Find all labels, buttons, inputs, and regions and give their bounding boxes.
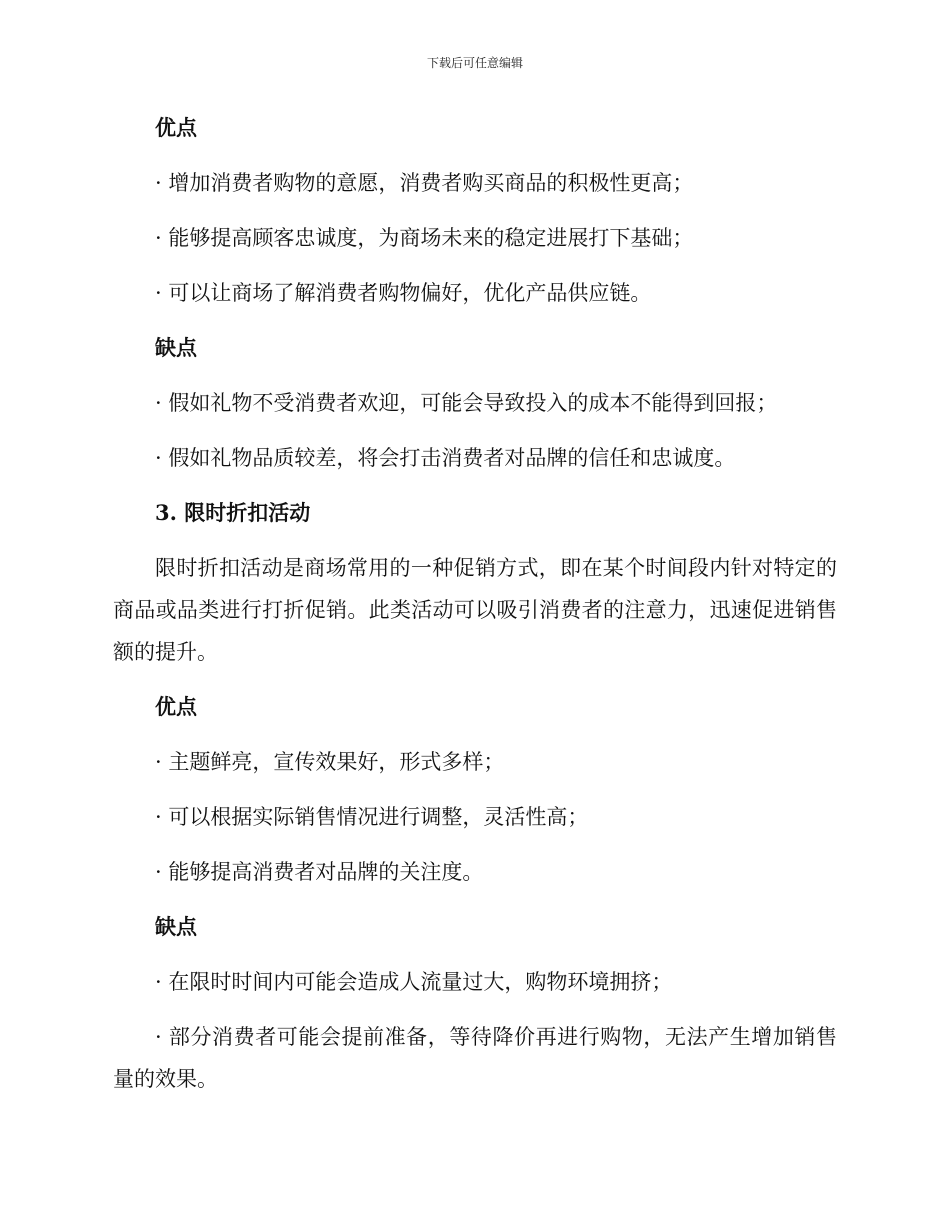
pros-item: · 增加消费者购物的意愿，消费者购买商品的积极性更高； — [155, 171, 694, 195]
cons-item: · 假如礼物品质较差，将会打击消费者对品牌的信任和忠诚度。 — [155, 446, 736, 470]
cons-heading: 缺点 — [155, 335, 197, 360]
page-header-note: 下载后可任意编辑 — [426, 56, 523, 70]
cons-item-wrapped: · 部分消费者可能会提前准备，等待降价再进行购物，无法产生增加销售量的效果。 — [113, 1025, 837, 1091]
section-paragraph: 限时折扣活动是商场常用的一种促销方式，即在某个时间段内针对特定的商品或品类进行打折促销。此类活动可以吸引消费者的注意力，迅速促进销售额的提升。 — [113, 556, 837, 664]
cons-item: · 假如礼物不受消费者欢迎，可能会导致投入的成本不能得到回报； — [155, 391, 778, 415]
document-body — [113, 107, 837, 1113]
cons-heading: 缺点 — [155, 914, 197, 939]
section-heading: 3. 限时折扣活动 — [155, 500, 311, 525]
cons-item: · 在限时时间内可能会造成人流量过大，购物环境拥挤； — [155, 970, 673, 994]
pros-item: · 主题鲜亮，宣传效果好，形式多样； — [155, 750, 505, 774]
pros-item: · 可以让商场了解消费者购物偏好，优化产品供应链。 — [155, 281, 652, 305]
pros-item: · 能够提高消费者对品牌的关注度。 — [155, 860, 484, 884]
pros-heading: 优点 — [155, 694, 197, 719]
pros-item: · 可以根据实际销售情况进行调整，灵活性高； — [155, 805, 589, 829]
pros-item: · 能够提高顾客忠诚度，为商场未来的稳定进展打下基础； — [155, 226, 694, 250]
pros-heading: 优点 — [155, 115, 197, 140]
